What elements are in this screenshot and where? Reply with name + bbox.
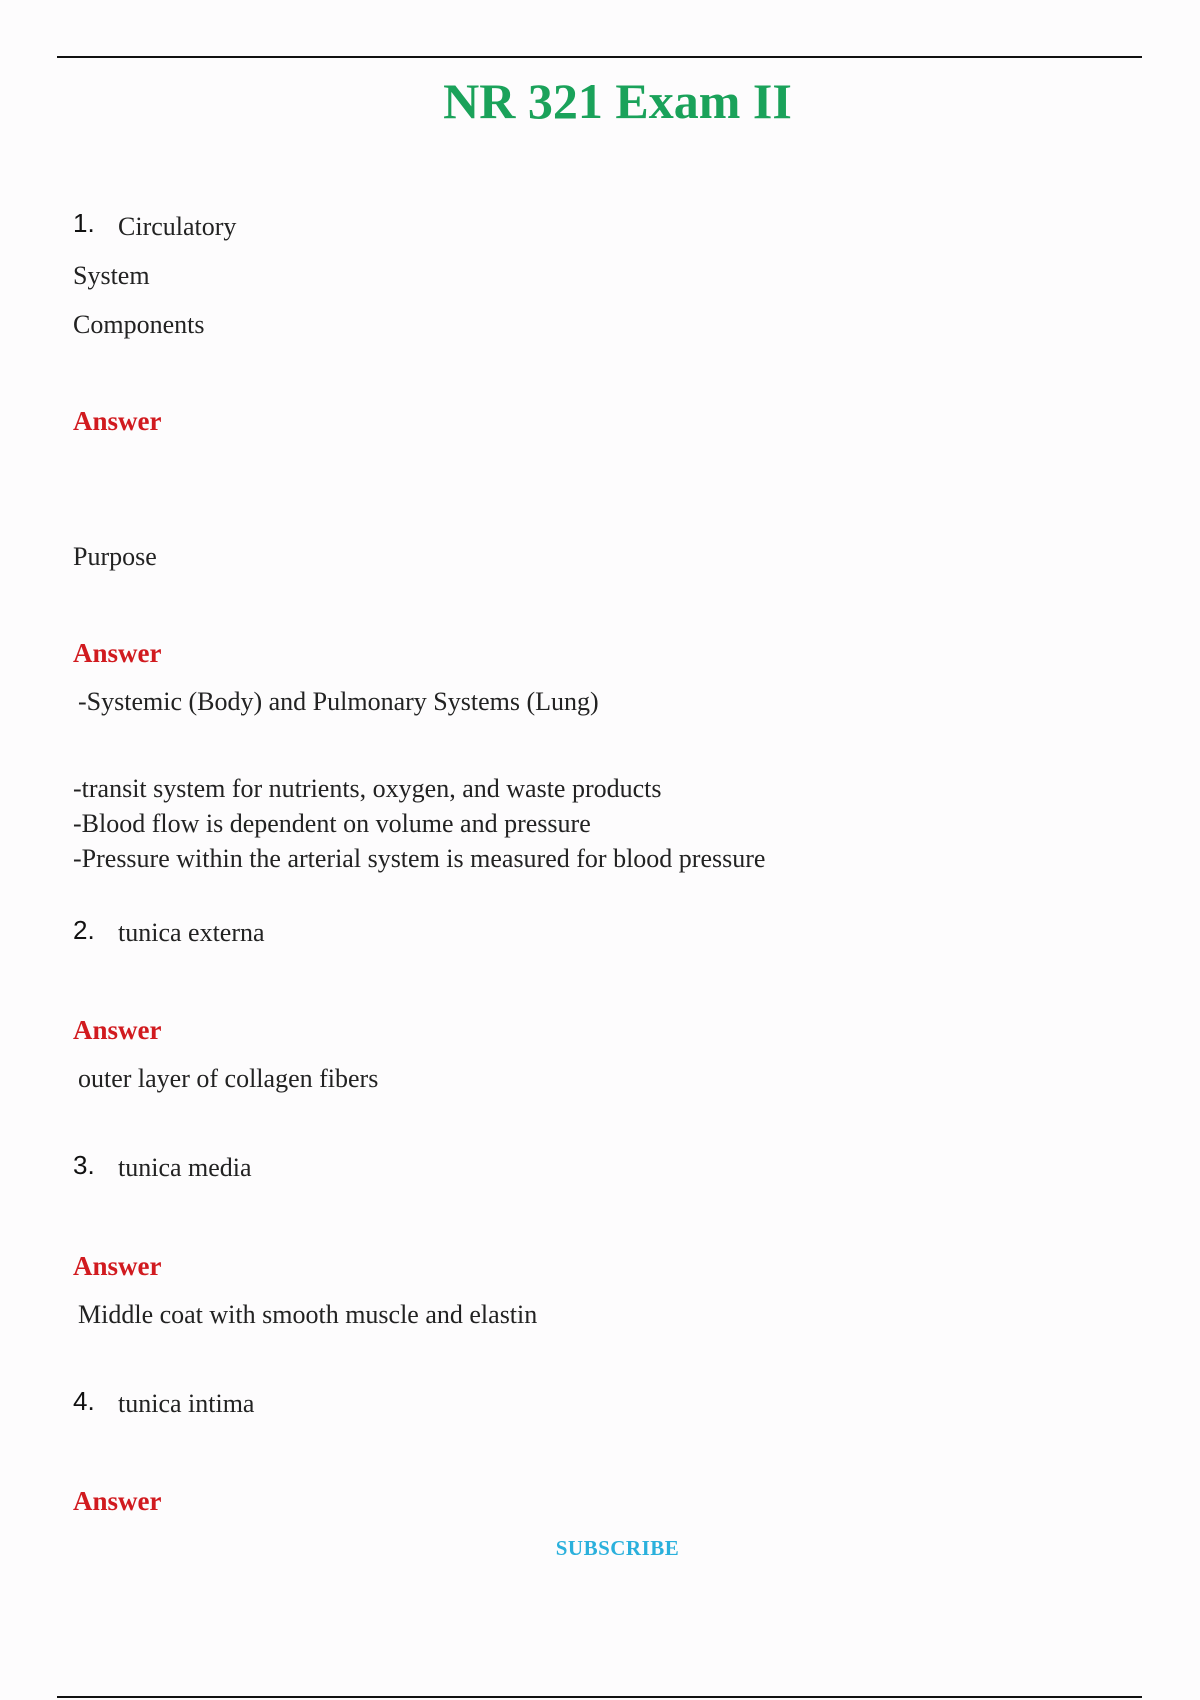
question-4-number: 4. [73, 1386, 95, 1416]
top-rule [57, 56, 1142, 58]
question-1-sub-answer-label: Answer [73, 638, 162, 668]
question-4-prompt: tunica intima [118, 1389, 255, 1418]
question-1-answer-line-3: -Pressure within the arterial system is measured for blood pressure [73, 844, 766, 873]
question-3-answer-label: Answer [73, 1251, 162, 1281]
question-2-answer-text: outer layer of collagen fibers [78, 1064, 379, 1093]
question-1-prompt-line-2: System [73, 261, 150, 290]
question-1-sub-prompt: Purpose [73, 542, 157, 571]
question-1-number: 1. [73, 208, 95, 238]
question-1-answer-text: -Systemic (Body) and Pulmonary Systems (Lung) [78, 687, 599, 716]
question-4-answer-label: Answer [73, 1486, 162, 1516]
question-2-number: 2. [73, 915, 95, 945]
question-1-answer-line-2: -Blood flow is dependent on volume and pressure [73, 809, 591, 838]
question-3-number: 3. [73, 1150, 95, 1180]
bottom-rule [57, 1696, 1142, 1698]
question-1-answer-label: Answer [73, 406, 162, 436]
question-2-prompt: tunica externa [118, 918, 265, 947]
question-3-answer-text: Middle coat with smooth muscle and elastin [78, 1300, 538, 1329]
question-3-prompt: tunica media [118, 1153, 252, 1182]
question-1-answer-line-1: -transit system for nutrients, oxygen, and waste products [73, 774, 662, 803]
question-1-prompt-line-1: Circulatory [118, 212, 237, 241]
subscribe-link[interactable]: SUBSCRIBE [555, 1536, 680, 1560]
page-title: NR 321 Exam II [443, 73, 792, 129]
question-2-answer-label: Answer [73, 1015, 162, 1045]
question-1-prompt-line-3: Components [73, 310, 205, 339]
